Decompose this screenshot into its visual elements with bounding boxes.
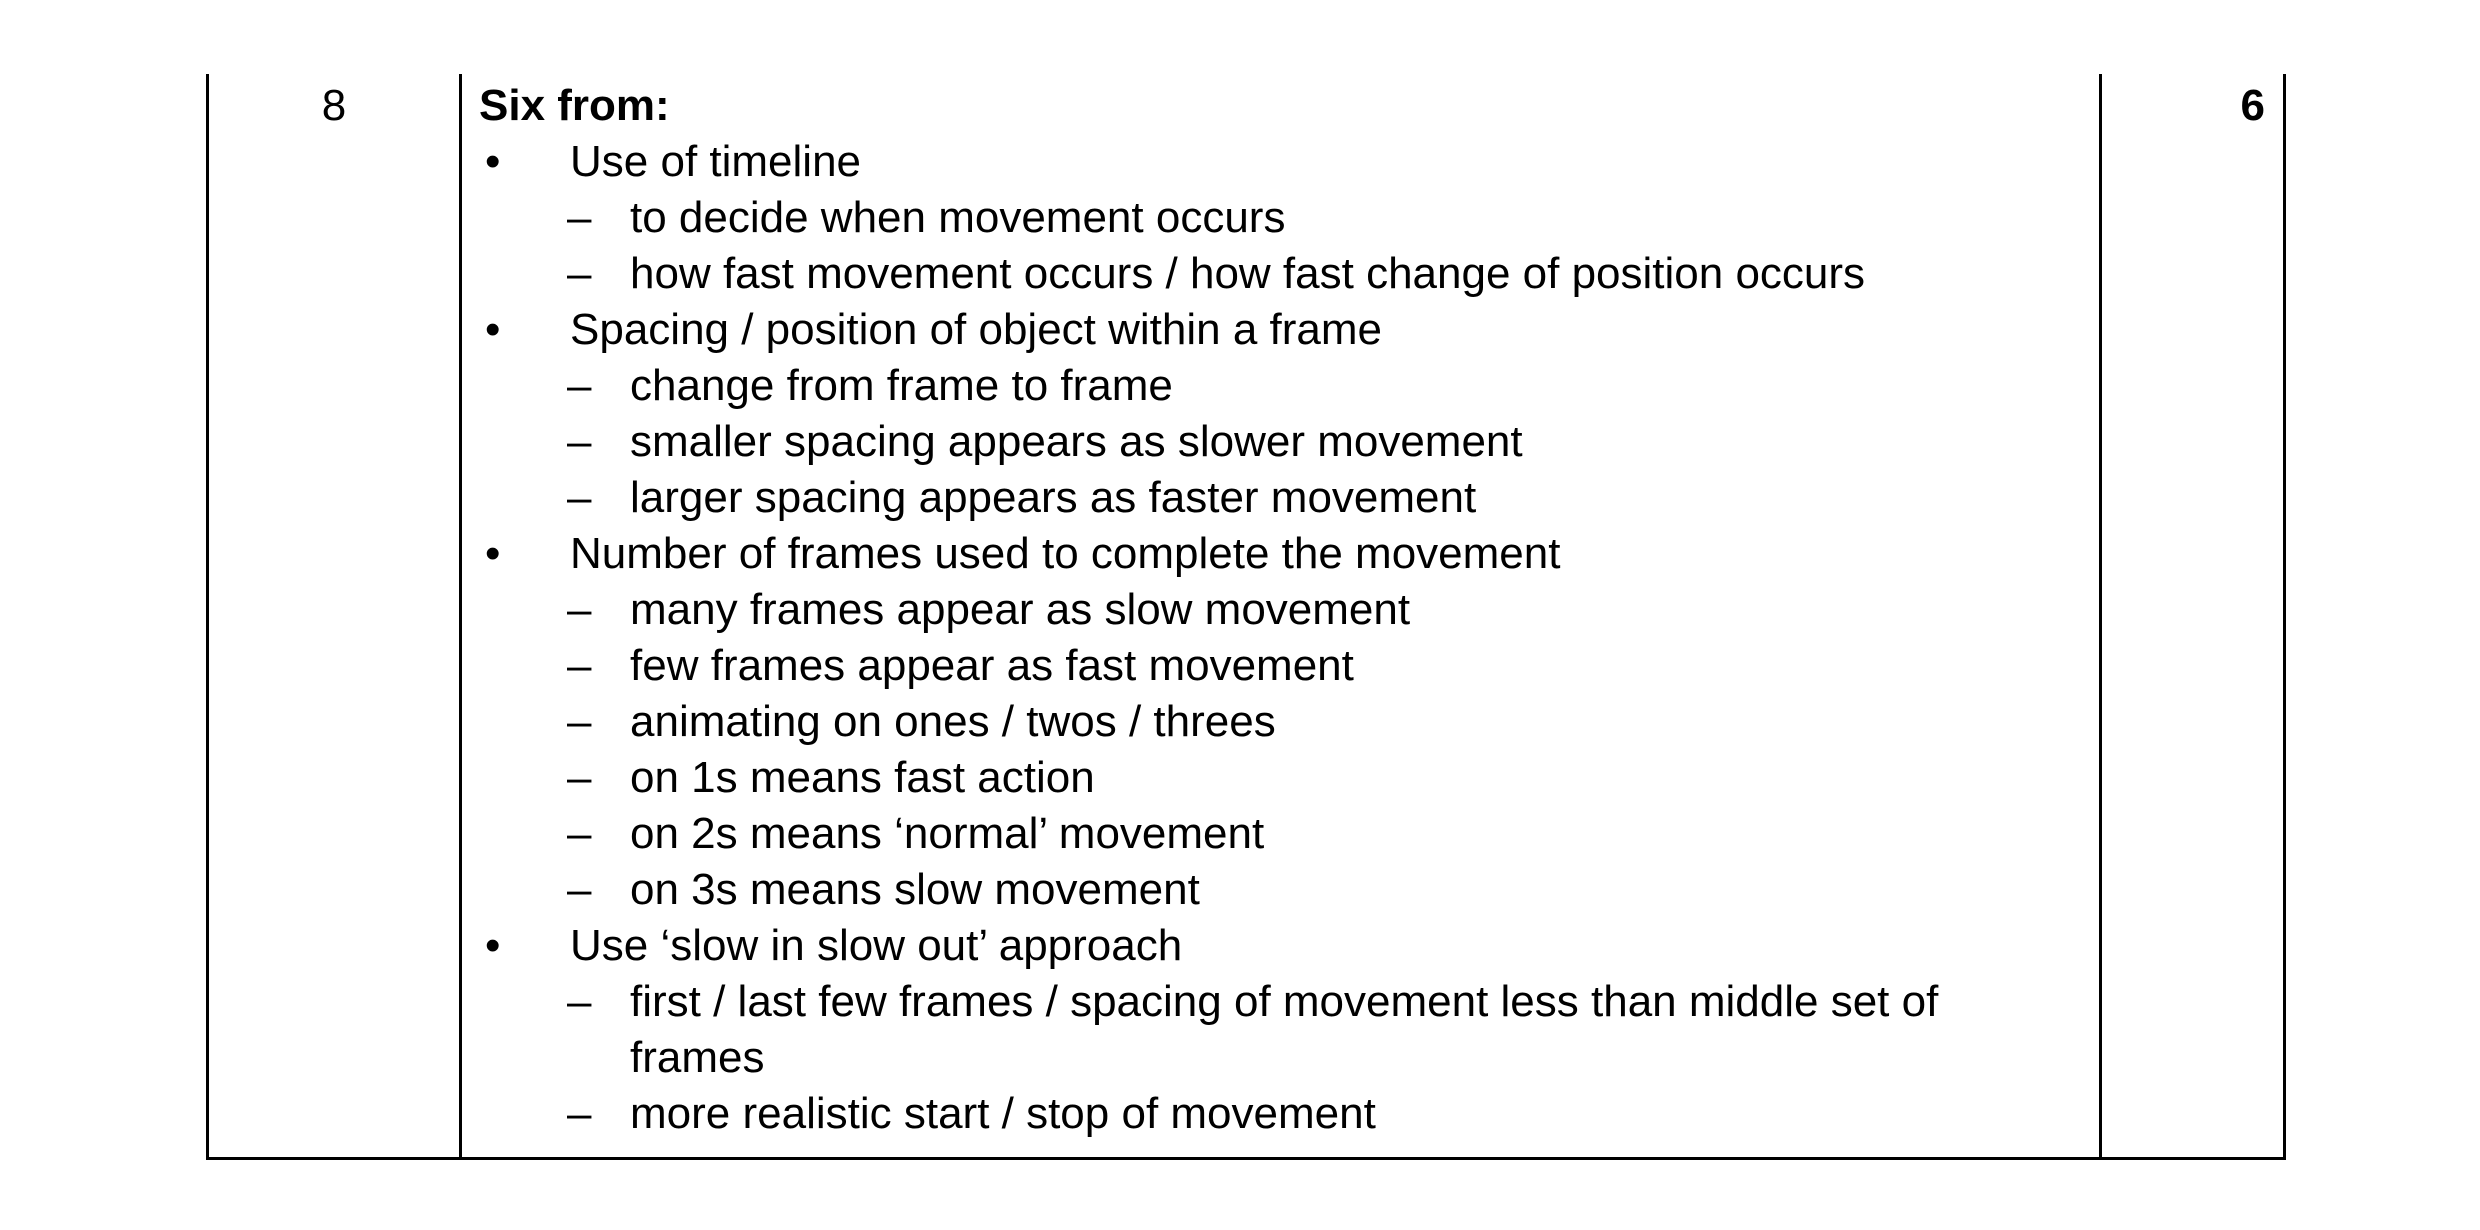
sub-point — [479, 414, 2079, 470]
sub-point — [479, 470, 2079, 526]
sub-point-text: to decide when movement occurs — [630, 193, 1286, 242]
question-number: 8 — [321, 81, 347, 130]
sub-point-text: few frames appear as fast movement — [630, 641, 1354, 690]
bullet-icon: • — [485, 529, 501, 578]
sub-point — [479, 862, 2079, 918]
sub-point — [479, 190, 2079, 246]
sub-point — [479, 806, 2079, 862]
dash-icon: – — [567, 641, 592, 690]
bullet-icon: • — [485, 921, 501, 970]
dash-icon: – — [567, 865, 592, 914]
dash-icon: – — [567, 361, 592, 410]
sub-point — [479, 638, 2079, 694]
sub-point-text: more realistic start / stop of movement — [630, 1089, 1376, 1138]
dash-icon: – — [567, 697, 592, 746]
bullet-icon: • — [485, 137, 501, 186]
dash-icon: – — [567, 1089, 592, 1138]
sub-point-text: on 2s means ‘normal’ movement — [630, 809, 1265, 858]
bullet-point — [479, 918, 2079, 974]
bullet-icon: • — [485, 305, 501, 354]
dash-icon: – — [567, 193, 592, 242]
column-divider — [459, 74, 462, 1157]
sub-point — [479, 246, 2079, 302]
sub-point-text: on 1s means fast action — [630, 753, 1095, 802]
sub-point-text: on 3s means slow movement — [630, 865, 1200, 914]
dash-icon: – — [567, 753, 592, 802]
bullet-point — [479, 302, 2079, 358]
dash-icon: – — [567, 585, 592, 634]
sub-point-text: animating on ones / twos / threes — [630, 697, 1276, 746]
dash-icon: – — [567, 417, 592, 466]
answer-cell — [479, 78, 2079, 1142]
mark-scheme-table — [206, 74, 2286, 1160]
dash-icon: – — [567, 977, 592, 1026]
sub-point-text: how fast movement occurs / how fast change of position occurs — [630, 249, 1866, 298]
sub-point-text: smaller spacing appears as slower movement — [630, 417, 1523, 466]
dash-icon: – — [567, 249, 592, 298]
bullet-point — [479, 134, 2079, 190]
sub-point-text: many frames appear as slow movement — [630, 585, 1411, 634]
sub-point-text: first / last few frames / spacing of movement less than middle set of frames — [630, 977, 1939, 1082]
sub-point — [479, 750, 2079, 806]
sub-point — [479, 974, 2079, 1086]
sub-point — [479, 1086, 2079, 1142]
sub-point — [479, 694, 2079, 750]
bullet-text: Use ‘slow in slow out’ approach — [570, 921, 1183, 970]
dash-icon: – — [567, 809, 592, 858]
bullet-text: Spacing / position of object within a frame — [570, 305, 1383, 354]
sub-point — [479, 358, 2079, 414]
bullet-text: Use of timeline — [570, 137, 862, 186]
answer-heading: Six from: — [479, 81, 670, 130]
sub-point-text: larger spacing appears as faster movement — [630, 473, 1477, 522]
marks-value: 6 — [2240, 81, 2265, 130]
sub-point-text: change from frame to frame — [630, 361, 1173, 410]
sub-point — [479, 582, 2079, 638]
bullet-text: Number of frames used to complete the movement — [570, 529, 1561, 578]
column-divider — [2099, 74, 2102, 1157]
bullet-point — [479, 526, 2079, 582]
dash-icon: – — [567, 473, 592, 522]
